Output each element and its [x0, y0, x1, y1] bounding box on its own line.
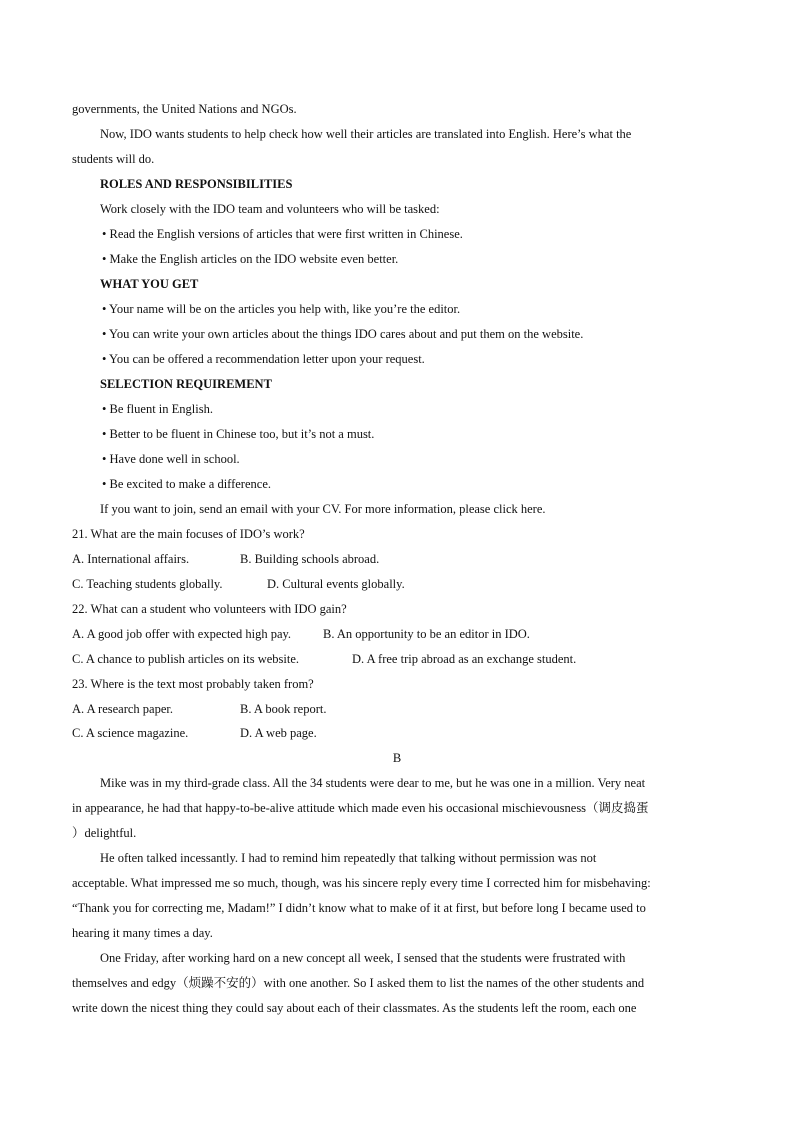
question-option: C. Teaching students globally. [72, 577, 223, 591]
get-heading: WHAT YOU GET [100, 277, 199, 291]
question-option: C. A science magazine. [72, 726, 189, 740]
question-option: D. A free trip abroad as an exchange student. [352, 652, 577, 666]
get-item: • You can be offered a recommendation letter upon your request. [102, 352, 425, 366]
question-stem: 22. What can a student who volunteers with IDO gain? [72, 602, 347, 616]
passage-line: Mike was in my third-grade class. All the 34 students were dear to me, but he was one in a million. Very neat [100, 776, 646, 790]
get-item: • You can write your own articles about the things IDO cares about and put them on the website. [102, 327, 584, 341]
closing-line: If you want to join, send an email with your CV. For more information, please click here. [100, 502, 546, 516]
question-stem: 23. Where is the text most probably taken from? [72, 677, 314, 691]
question-option: B. A book report. [240, 702, 327, 716]
roles-heading: ROLES AND RESPONSIBILITIES [100, 177, 293, 191]
roles-intro: Work closely with the IDO team and volunteers who will be tasked: [100, 202, 440, 216]
req-item: • Better to be fluent in Chinese too, but it’s not a must. [102, 427, 375, 441]
passage-line: “Thank you for correcting me, Madam!” I didn’t know what to make of it at first, but before long I became used to [72, 901, 646, 915]
question-option: A. A research paper. [72, 702, 174, 716]
question-option: B. Building schools abroad. [240, 552, 380, 566]
passage-line: ）delightful. [72, 826, 137, 840]
req-item: • Be excited to make a difference. [102, 477, 271, 491]
req-item: • Have done well in school. [102, 452, 240, 466]
question-option: C. A chance to publish articles on its website. [72, 652, 300, 666]
req-heading: SELECTION REQUIREMENT [100, 377, 272, 391]
passage-line: in appearance, he had that happy-to-be-alive attitude which made even his occasional mischievousness（调皮捣蛋 [72, 801, 649, 815]
question-option: A. A good job offer with expected high pay. [72, 627, 292, 641]
get-item: • Your name will be on the articles you help with, like you’re the editor. [102, 302, 461, 316]
question-option: A. International affairs. [72, 552, 190, 566]
intro-line-2: Now, IDO wants students to help check how well their articles are translated into English. Here’s what the [100, 127, 632, 141]
passage-line: acceptable. What impressed me so much, though, was his sincere reply every time I corrected him for misbehaving: [72, 876, 651, 890]
passage-label: B [392, 751, 402, 765]
passage-line: write down the nicest thing they could say about each of their classmates. As the students left the room, each one [72, 1001, 637, 1015]
req-item: • Be fluent in English. [102, 402, 213, 416]
question-stem: 21. What are the main focuses of IDO’s work? [72, 527, 305, 541]
question-option: B. An opportunity to be an editor in IDO. [323, 627, 530, 641]
question-option: D. Cultural events globally. [267, 577, 405, 591]
passage-line: themselves and edgy（烦躁不安的）with one another. So I asked them to list the names of the other students and [72, 976, 645, 990]
passage-line: One Friday, after working hard on a new concept all week, I sensed that the students were frustrated with [100, 951, 626, 965]
question-option: D. A web page. [240, 726, 317, 740]
intro-line-1: governments, the United Nations and NGOs. [72, 102, 297, 116]
intro-line-3: students will do. [72, 152, 155, 166]
passage-line: He often talked incessantly. I had to remind him repeatedly that talking without permission was not [100, 851, 597, 865]
roles-item: • Make the English articles on the IDO website even better. [102, 252, 399, 266]
passage-line: hearing it many times a day. [72, 926, 213, 940]
roles-item: • Read the English versions of articles that were first written in Chinese. [102, 227, 463, 241]
